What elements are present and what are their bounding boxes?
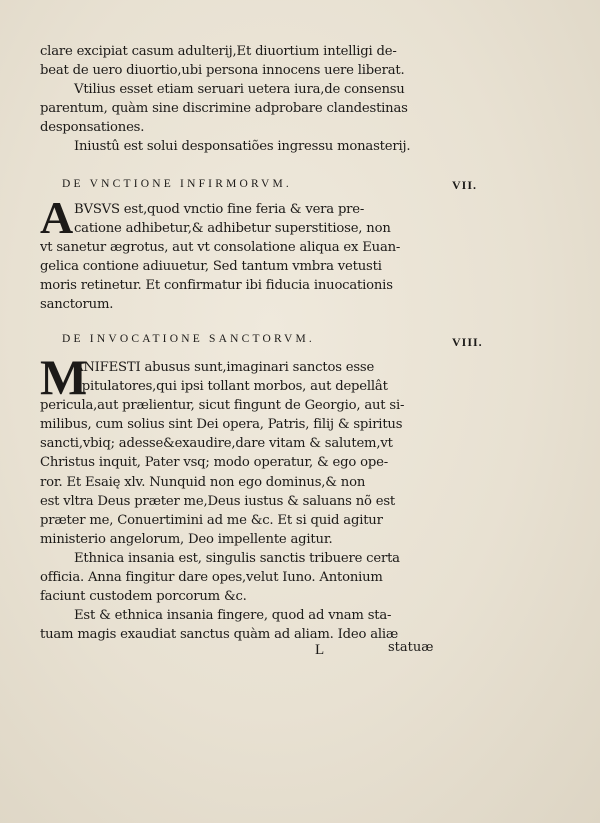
text-line: opitulatores,qui ipsi tollant morbos, aut depellât [74,379,388,395]
opening-paragraph [40,42,435,157]
section-number-7: VII. [452,178,478,192]
text-line: Christus inquit, Pater vsq; modo operatur, & ego ope- [40,455,388,471]
text-line: Ethnica insania est, singulis sanctis tribuere certa [74,550,400,566]
text-line: Vtilius esset etiam seruari uetera iura,de consensu [74,82,405,98]
text-line: clare excipiat casum adulterij,Et diuortium intelligi de- [40,44,397,59]
text-line: faciunt custodem porcorum &c. [40,589,247,605]
section-number-8: VIII. [452,335,483,349]
unction-paragraph [40,192,440,315]
text-line: beat de uero diuortio,ubi persona innocens uere liberat. [40,63,405,79]
catchword: statuæ [388,640,434,655]
text-line: BVSVS est,quod vnctio fine feria & vera pre- [74,202,365,217]
text-line: desponsationes. [40,120,145,136]
signature-mark: L [315,642,325,658]
text-line: gelica contione adiuuetur, Sed tantum vmbra vetusti [40,259,382,275]
text-line: ANIFESTI abusus sunt,imaginari sanctos esse [74,360,375,375]
text-line: officia. Anna fingitur dare opes,velut Iuno. Antonium [40,570,383,586]
text-line: Iniustû est solui desponsatiões ingressu monasterij. [74,139,411,155]
drop-cap-a: A [40,192,74,243]
text-line: ror. Et Esaię xlv. Nunquid non ego dominus,& non [40,474,366,490]
text-line: pericula,aut prælientur, sicut fingunt de Georgio, aut si- [40,398,405,414]
text-line: vt sanetur ægrotus, aut vt consolatione aliqua ex Euan- [40,240,401,256]
text-line: moris retinetur. Et confirmatur ibi fiducia inuocationis [40,278,393,294]
text-line: catione adhibetur,& adhibetur superstitiose, non [74,221,391,237]
section-heading-unction: DE VNCTIONE INFIRMORVM. [62,178,292,190]
text-line: tuam magis exaudiat sanctus quàm ad aliam. Ideo aliæ [40,627,399,643]
text-line: Est & ethnica insania fingere, quod ad vnam sta- [74,608,392,624]
text-line: est vltra Deus præter me,Deus iustus & saluans nõ est [40,493,396,509]
text-line: sanctorum. [40,297,114,313]
text-line: præter me, Conuertimini ad me &c. Et si quid agitur [40,512,383,528]
text-line: sancti,vbiq; adesse&exaudire,dare vitam & salutem,vt [40,436,393,452]
drop-cap-m: M [40,349,88,405]
text-line: ministerio angelorum, Deo impellente agitur. [40,531,333,547]
text-line: milibus, cum solius sint Dei opera, Patris, filij & spiritus [40,417,403,433]
text-line: parentum, quàm sine discrimine adprobare clandestinas [40,101,408,117]
section-heading-invocation: DE INVOCATIONE SANCTORVM. [62,333,315,345]
invocation-paragraph [40,349,440,644]
